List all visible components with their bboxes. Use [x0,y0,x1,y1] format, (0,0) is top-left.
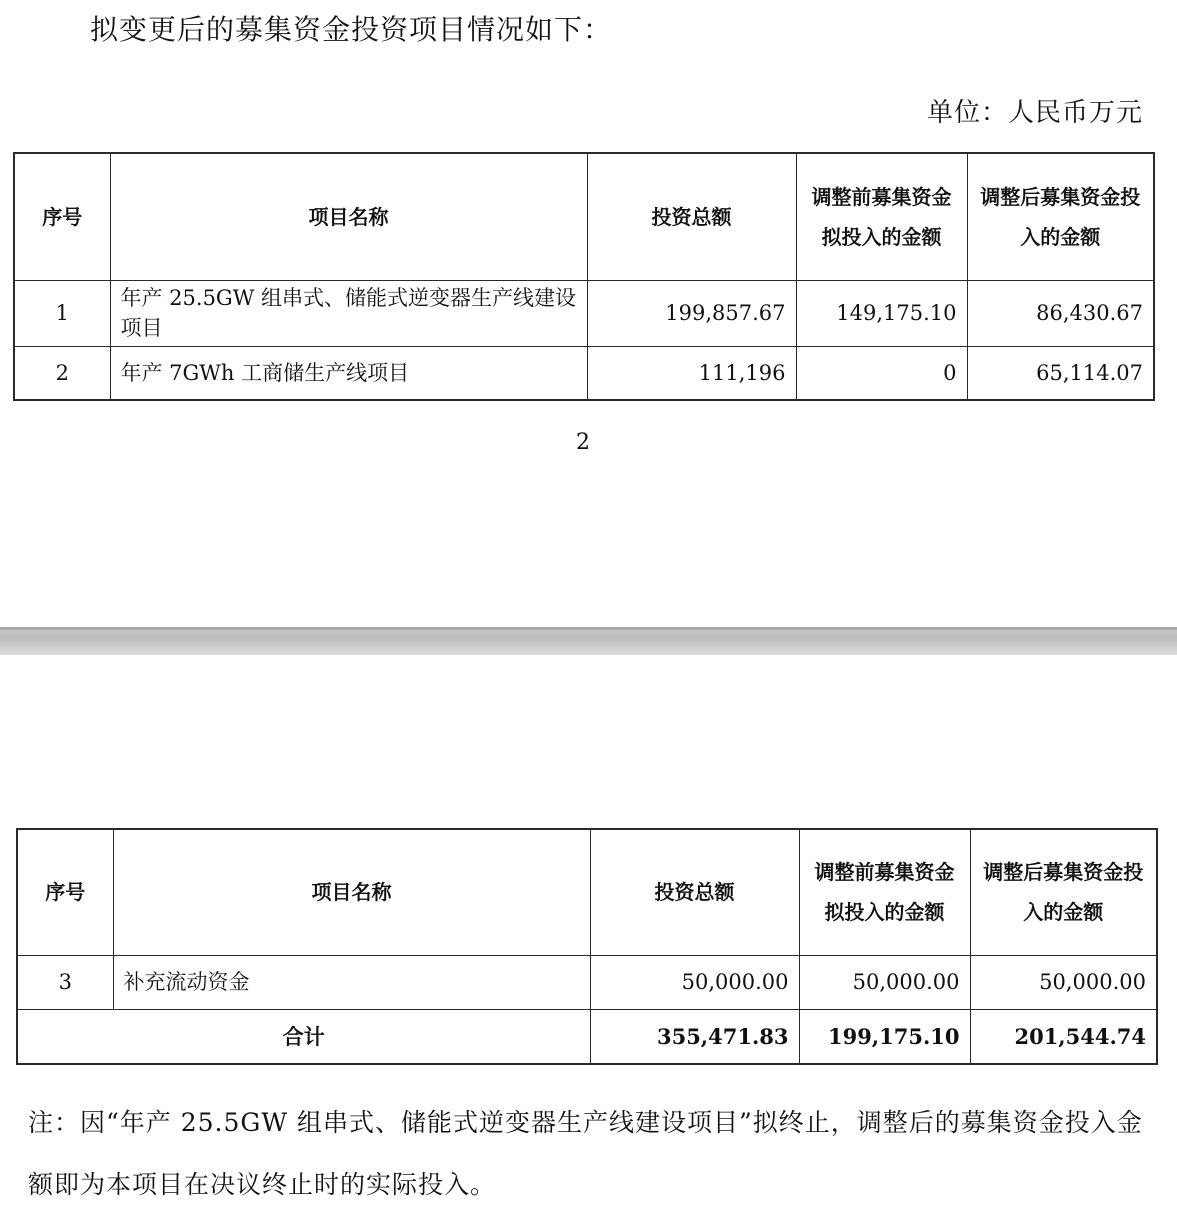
footnote: 注：因“年产 25.5GW 组串式、储能式逆变器生产线建设项目”拟终止，调整后的募集资金投入金额即为本项目在决议终止时的实际投入。 [28,1108,1143,1199]
row-name: 年产 25.5GW 组串式、储能式逆变器生产线建设项目 [110,280,587,346]
header-name: 项目名称 [110,153,587,280]
row-name: 补充流动资金 [113,955,590,1009]
total-label: 合计 [17,1009,590,1064]
header-after: 调整后募集资金投入的金额 [970,829,1157,955]
row-after: 86,430.67 [967,280,1154,346]
row-name: 年产 7GWh 工商储生产线项目 [110,346,587,400]
row-before: 149,175.10 [796,280,967,346]
header-no: 序号 [17,829,113,955]
unit-label: 单位：人民币万元 [926,98,1143,128]
row-after: 50,000.00 [970,955,1157,1009]
table-row [14,280,1154,346]
header-total: 投资总额 [590,829,799,955]
table-row [14,346,1154,400]
intro-paragraph: 拟变更后的募集资金投资项目情况如下： [90,13,613,46]
total-total: 355,471.83 [590,1009,799,1064]
table-header-row [14,153,1154,280]
row-total: 111,196 [587,346,796,400]
row-total: 50,000.00 [590,955,799,1009]
header-before: 调整前募集资金拟投入的金额 [799,829,970,955]
total-row [17,1009,1157,1064]
row-no: 2 [14,346,110,400]
row-no: 1 [14,280,110,346]
header-no: 序号 [14,153,110,280]
total-before: 199,175.10 [799,1009,970,1064]
header-before: 调整前募集资金拟投入的金额 [796,153,967,280]
page-break-edge [0,627,1177,630]
row-total: 199,857.67 [587,280,796,346]
table-row [17,955,1157,1009]
header-after: 调整后募集资金投入的金额 [967,153,1154,280]
page-number: 2 [576,430,590,455]
header-total: 投资总额 [587,153,796,280]
header-name: 项目名称 [113,829,590,955]
row-after: 65,114.07 [967,346,1154,400]
row-no: 3 [17,955,113,1009]
investment-table-part-2 [16,828,1158,1065]
page-break-divider [0,627,1177,655]
row-before: 0 [796,346,967,400]
row-before: 50,000.00 [799,955,970,1009]
table-header-row [17,829,1157,955]
total-after: 201,544.74 [970,1009,1157,1064]
investment-table-part-1 [13,152,1155,401]
